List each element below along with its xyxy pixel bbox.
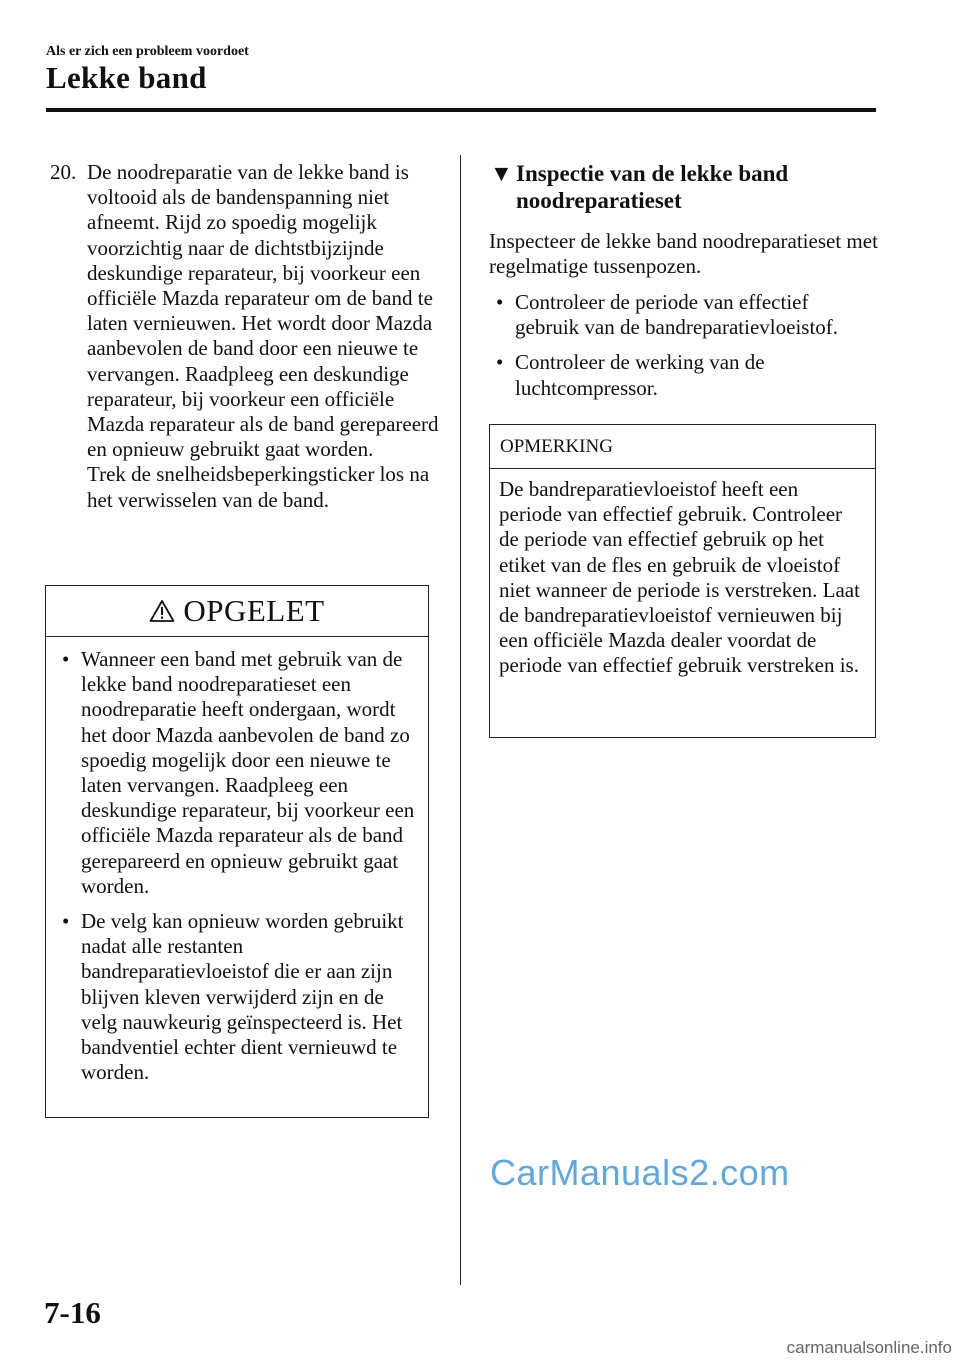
caution-title: OPGELET [183, 593, 325, 628]
section-heading-text: Inspectie van de lekke band noodreparatieset [516, 161, 789, 213]
triangle-down-icon: ▼ [490, 161, 513, 186]
footer-url: carmanualsonline.info [786, 1338, 952, 1357]
step-paragraph: De noodreparatie van de lekke band is voltooid als de bandenspanning niet afneemt. Rijd zo spoedig mogelijk voorzichtig naar de dichtstbijzijnde deskundige reparateur, bij voorkeur een officiële Mazda reparateur om de band te laten vernieuwen. Het wordt door Mazda aanbevolen de band door een nieuwe te vervangen. Raadpleeg een deskundige reparateur, bij voorkeur een officiële Mazda reparateur als de band gerepareerd en opnieuw gebruikt gaat worden. [87, 160, 439, 462]
caution-list [56, 647, 418, 1085]
note-text: De bandreparatievloeistof heeft een periode van effectief gebruik. Controleer de periode van effectief gebruik op het etiket van de fles en gebruik de vloeistof niet wanneer de periode is verstreken. Laat de bandreparatievloeistof vernieuwen bij een officiële Mazda dealer voordat de periode van effectief gebruik verstreken is. [499, 477, 860, 678]
section-heading [490, 160, 880, 214]
inspection-item [490, 290, 875, 340]
inspection-item-text: Controleer de werking van de luchtcompressor. [515, 350, 765, 400]
bullet-icon: • [62, 909, 70, 934]
caution-item [56, 909, 418, 1085]
inspection-bullets [490, 290, 875, 411]
caution-header [46, 586, 428, 637]
caution-box [45, 585, 429, 1118]
bullet-icon: • [496, 350, 504, 375]
step-paragraph-2: Trek de snelheidsbeperkingsticker los na het verwisselen van de band. [87, 462, 430, 512]
watermark: CarManuals2.com [490, 1152, 790, 1193]
note-title: OPMERKING [490, 425, 875, 469]
caution-item [56, 647, 418, 899]
step-20 [50, 160, 440, 513]
caution-body [46, 637, 428, 1085]
column-divider [460, 155, 461, 1285]
page-number: 7-16 [44, 1295, 101, 1330]
header-rule [46, 108, 876, 112]
caution-item-text: De velg kan opnieuw worden gebruikt nadat alle restanten bandreparatievloeistof die er aan zijn blijven kleven verwijderd zijn en de velg nauwkeurig geïnspecteerd is. Het bandventiel echter dient vernieuwd te worden. [81, 909, 404, 1085]
bullet-icon: • [62, 647, 70, 671]
warning-triangle-icon [149, 599, 175, 623]
chapter-title: Lekke band [46, 60, 207, 95]
bullet-icon: • [496, 290, 504, 314]
inspection-item [490, 350, 875, 400]
note-box [489, 424, 876, 738]
caution-item-text: Wanneer een band met gebruik van de lekke band noodreparatieset een noodreparatie heeft ondergaan, wordt het door Mazda aanbevolen de band zo spoedig mogelijk door een nieuwe te laten vervangen. Raadpleeg een deskundige reparateur, bij voorkeur een officiële Mazda reparateur als de band gerepareerd en opnieuw gebruikt gaat worden. [81, 647, 415, 898]
step-text [87, 160, 440, 513]
section-label: Als er zich een probleem voordoet [46, 44, 249, 59]
step-number: 20. [50, 160, 77, 184]
intro-paragraph: Inspecteer de lekke band noodreparatieset met regelmatige tussenpozen. [489, 229, 878, 279]
inspection-item-text: Controleer de periode van effectief gebruik van de bandreparatievloeistof. [515, 290, 839, 340]
